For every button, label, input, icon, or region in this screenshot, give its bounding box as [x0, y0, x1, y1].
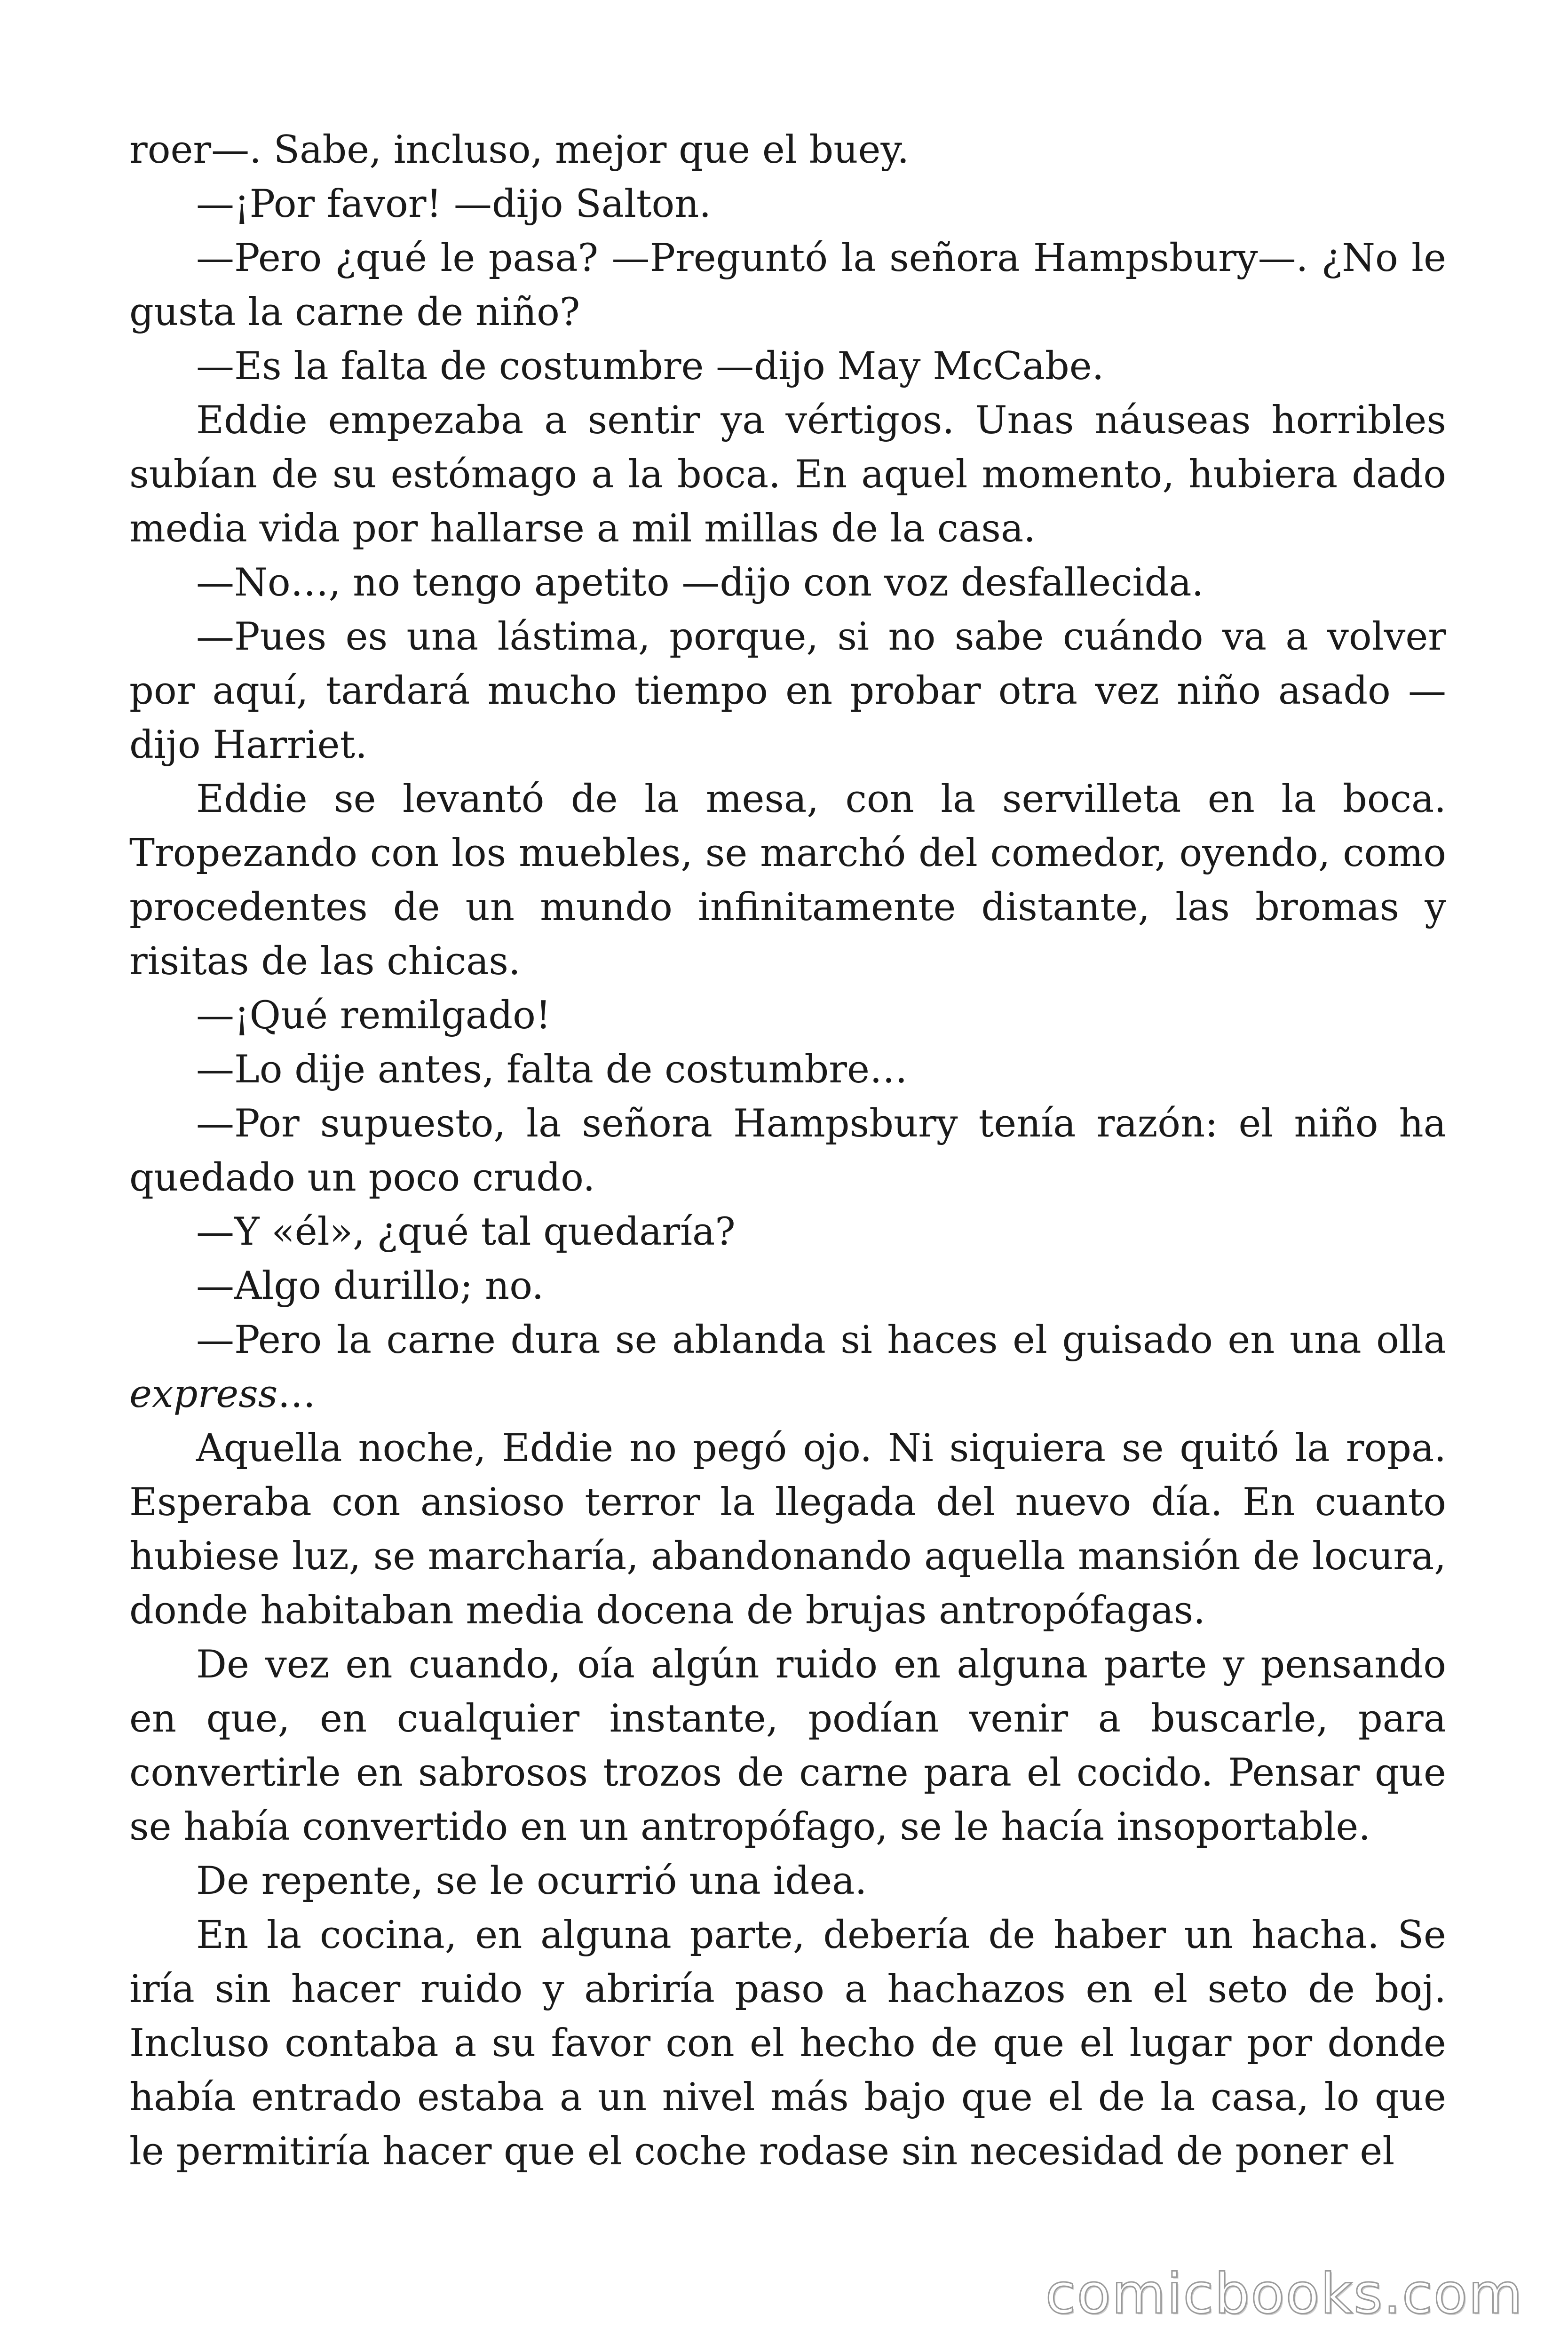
- paragraph-5: Eddie empezaba a sentir ya vértigos. Unas náuseas horribles subían de su estómago a la boca. En aquel momento, hubiera dado media vida por hallarse a mil millas de la casa.: [129, 398, 1446, 551]
- paragraph-6: —No…, no tengo apetito —dijo con voz desfallecida.: [196, 561, 1204, 605]
- paragraph-13: —Algo durillo; no.: [196, 1264, 544, 1308]
- watermark: comicbooks.com: [1045, 2261, 1523, 2326]
- paragraph-17: De repente, se le ocurrió una idea.: [196, 1859, 867, 1903]
- paragraph-14: [129, 1313, 1446, 1422]
- paragraph-16: De vez en cuando, oía algún ruido en alguna parte y pensando en que, en cualquier instante, podían venir a buscarle, para convertirle en sabrosos trozos de carne para el cocido. Pensar que se había convertido en un antropófago, se le hacía insoportable.: [129, 1643, 1446, 1849]
- paragraph-15: Aquella noche, Eddie no pegó ojo. Ni siquiera se quitó la ropa. Esperaba con ansioso terror la llegada del nuevo día. En cuanto hubiese luz, se marcharía, abandonando aquella mansión de locura, donde habitaban media docena de brujas antropófagas.: [129, 1426, 1446, 1633]
- paragraph-1: roer—. Sabe, incluso, mejor que el buey.: [129, 128, 910, 172]
- paragraph-4: —Es la falta de costumbre —dijo May McCabe.: [196, 344, 1104, 389]
- paragraph-9: —¡Qué remilgado!: [196, 993, 551, 1038]
- italic-word: express: [129, 1372, 278, 1416]
- paragraph-14-text: —Pero la carne dura se ablanda si haces el guisado en una olla: [196, 1318, 1446, 1362]
- paragraph-18: En la cocina, en alguna parte, debería de haber un hacha. Se iría sin hacer ruido y abriría paso a hachazos en el seto de boj. Incluso contaba a su favor con el hecho de que el lugar por donde había entrado estaba a un nivel más bajo que el de la casa, lo que le permitiría hacer que el coche rodase sin necesidad de poner el: [129, 1913, 1446, 2174]
- body-text: [129, 123, 1446, 2179]
- ellipsis: …: [277, 1372, 316, 1416]
- paragraph-3: —Pero ¿qué le pasa? —Preguntó la señora Hampsbury—. ¿No le gusta la carne de niño?: [129, 236, 1446, 334]
- paragraph-2: —¡Por favor! —dijo Salton.: [196, 182, 712, 226]
- paragraph-12: —Y «él», ¿qué tal quedaría?: [196, 1210, 736, 1254]
- paragraph-8: Eddie se levantó de la mesa, con la servilleta en la boca. Tropezando con los muebles, se marchó del comedor, oyendo, como procedentes de un mundo infinitamente distante, las bromas y risitas de las chicas.: [129, 777, 1446, 984]
- paragraph-10: —Lo dije antes, falta de costumbre…: [196, 1048, 908, 1092]
- paragraph-7: —Pues es una lástima, porque, si no sabe cuándo va a volver por aquí, tardará mucho tiempo en probar otra vez niño asado —dijo Harriet.: [129, 615, 1446, 767]
- paragraph-11: —Por supuesto, la señora Hampsbury tenía razón: el niño ha quedado un poco crudo.: [129, 1102, 1446, 1200]
